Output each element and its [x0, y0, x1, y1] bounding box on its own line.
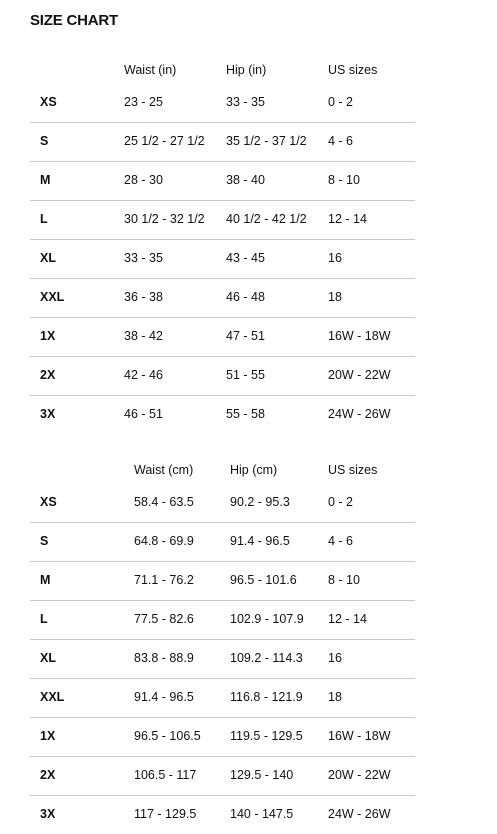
table-header: [30, 56, 415, 84]
table-row: [30, 718, 415, 757]
table-row: [30, 601, 415, 640]
hip-value: 116.8 - 121.9: [230, 690, 303, 704]
hip-value: 129.5 - 140: [230, 768, 294, 782]
us-size-value: 16W - 18W: [328, 329, 391, 343]
size-label: 2X: [40, 368, 56, 382]
table-body: [30, 84, 415, 434]
size-label: M: [40, 173, 51, 187]
table-row: [30, 357, 415, 396]
waist-value: 25 1/2 - 27 1/2: [124, 134, 205, 148]
size-label: XL: [40, 651, 56, 665]
us-size-value: 24W - 26W: [328, 807, 391, 821]
table-row: [30, 796, 415, 834]
waist-value: 36 - 38: [124, 290, 163, 304]
header-hip: Hip (in): [226, 63, 267, 77]
table-body: [30, 484, 415, 834]
size-label: M: [40, 573, 51, 587]
hip-value: 35 1/2 - 37 1/2: [226, 134, 307, 148]
waist-value: 58.4 - 63.5: [134, 495, 194, 509]
us-size-value: 4 - 6: [328, 134, 354, 148]
us-size-value: 20W - 22W: [328, 768, 391, 782]
hip-value: 46 - 48: [226, 290, 265, 304]
waist-value: 38 - 42: [124, 329, 163, 343]
waist-value: 91.4 - 96.5: [134, 690, 194, 704]
hip-value: 140 - 147.5: [230, 807, 294, 821]
waist-value: 77.5 - 82.6: [134, 612, 194, 626]
hip-value: 102.9 - 107.9: [230, 612, 304, 626]
hip-value: 109.2 - 114.3: [230, 651, 303, 665]
size-table-cm: [30, 456, 415, 834]
hip-value: 33 - 35: [226, 95, 265, 109]
waist-value: 42 - 46: [124, 368, 163, 382]
table-row: [30, 318, 415, 357]
size-label: XXL: [40, 290, 65, 304]
size-label: XXL: [40, 690, 65, 704]
size-label: 3X: [40, 807, 56, 821]
us-size-value: 4 - 6: [328, 534, 354, 548]
hip-value: 55 - 58: [226, 407, 265, 421]
size-table-inches: [30, 56, 415, 434]
waist-value: 71.1 - 76.2: [134, 573, 194, 587]
size-label: 3X: [40, 407, 56, 421]
table-row: [30, 562, 415, 601]
hip-value: 47 - 51: [226, 329, 265, 343]
size-label: XL: [40, 251, 56, 265]
size-label: S: [40, 534, 49, 548]
header-waist: Waist (in): [124, 63, 177, 77]
us-size-value: 20W - 22W: [328, 368, 391, 382]
size-label: S: [40, 134, 49, 148]
hip-value: 91.4 - 96.5: [230, 534, 290, 548]
waist-value: 106.5 - 117: [134, 768, 197, 782]
waist-value: 46 - 51: [124, 407, 163, 421]
size-label: 2X: [40, 768, 56, 782]
waist-value: 64.8 - 69.9: [134, 534, 194, 548]
us-size-value: 24W - 26W: [328, 407, 391, 421]
table-row: [30, 201, 415, 240]
table-row: [30, 757, 415, 796]
table-row: [30, 679, 415, 718]
us-size-value: 0 - 2: [328, 495, 354, 509]
table-row: [30, 484, 415, 523]
header-hip: Hip (cm): [230, 463, 278, 477]
hip-value: 43 - 45: [226, 251, 265, 265]
table-row: [30, 279, 415, 318]
header-us-sizes: US sizes: [328, 63, 378, 77]
us-size-value: 8 - 10: [328, 173, 360, 187]
hip-value: 38 - 40: [226, 173, 265, 187]
hip-value: 90.2 - 95.3: [230, 495, 290, 509]
size-label: L: [40, 212, 48, 226]
hip-value: 51 - 55: [226, 368, 265, 382]
waist-value: 117 - 129.5: [134, 807, 197, 821]
table-header: [30, 456, 415, 484]
waist-value: 83.8 - 88.9: [134, 651, 194, 665]
waist-value: 33 - 35: [124, 251, 163, 265]
us-size-value: 16W - 18W: [328, 729, 391, 743]
table-row: [30, 396, 415, 434]
size-label: XS: [40, 495, 57, 509]
size-label: 1X: [40, 329, 56, 343]
table-row: [30, 123, 415, 162]
us-size-value: 12 - 14: [328, 612, 367, 626]
us-size-value: 0 - 2: [328, 95, 354, 109]
waist-value: 96.5 - 106.5: [134, 729, 201, 743]
hip-value: 40 1/2 - 42 1/2: [226, 212, 307, 226]
header-waist: Waist (cm): [134, 463, 194, 477]
table-row: [30, 523, 415, 562]
size-label: 1X: [40, 729, 56, 743]
size-label: L: [40, 612, 48, 626]
waist-value: 28 - 30: [124, 173, 163, 187]
size-label: XS: [40, 95, 57, 109]
us-size-value: 12 - 14: [328, 212, 367, 226]
us-size-value: 16: [328, 251, 342, 265]
waist-value: 23 - 25: [124, 95, 163, 109]
hip-value: 96.5 - 101.6: [230, 573, 297, 587]
header-us-sizes: US sizes: [328, 463, 378, 477]
table-row: [30, 162, 415, 201]
table-row: [30, 84, 415, 123]
table-row: [30, 640, 415, 679]
us-size-value: 18: [328, 290, 342, 304]
us-size-value: 18: [328, 690, 342, 704]
us-size-value: 16: [328, 651, 342, 665]
page-title: SIZE CHART: [30, 12, 119, 29]
hip-value: 119.5 - 129.5: [230, 729, 303, 743]
us-size-value: 8 - 10: [328, 573, 360, 587]
table-row: [30, 240, 415, 279]
waist-value: 30 1/2 - 32 1/2: [124, 212, 205, 226]
